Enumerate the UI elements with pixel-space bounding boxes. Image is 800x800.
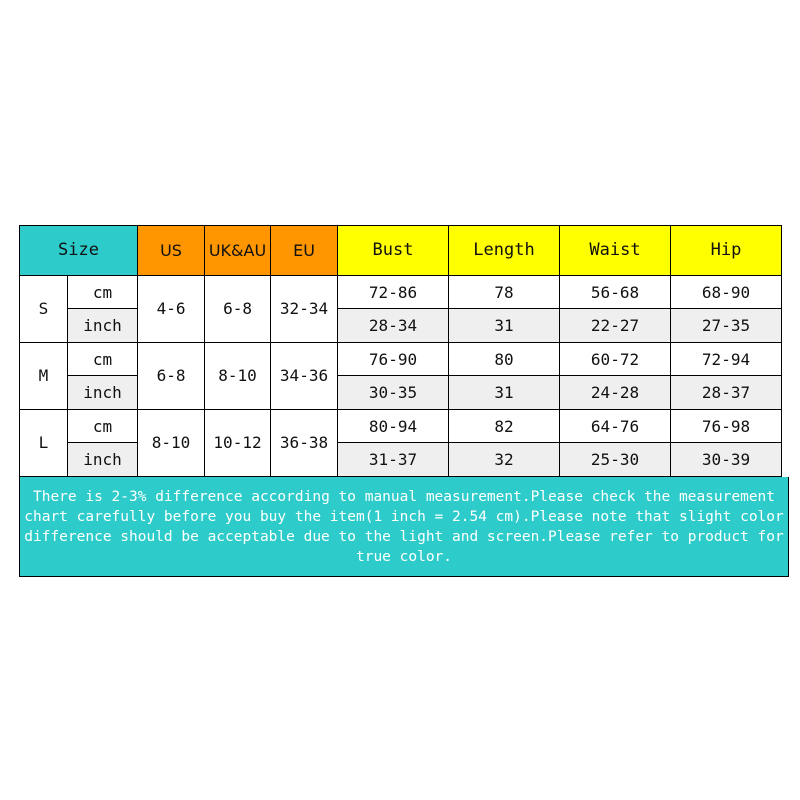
us-size: 8-10 [138, 409, 205, 476]
hip-value: 72-94 [671, 342, 782, 376]
bust-value: 76-90 [338, 342, 449, 376]
waist-value: 24-28 [560, 376, 671, 410]
unit-label: cm [68, 275, 138, 309]
waist-value: 64-76 [560, 409, 671, 443]
hip-value: 76-98 [671, 409, 782, 443]
size-chart [19, 225, 784, 578]
bust-value: 31-37 [338, 443, 449, 477]
us-size: 4-6 [138, 275, 205, 342]
header-ukau: UK&AU [205, 226, 271, 276]
unit-label: cm [68, 342, 138, 376]
table-row [20, 309, 782, 343]
bust-value: 72-86 [338, 275, 449, 309]
hip-value: 30-39 [671, 443, 782, 477]
bust-value: 28-34 [338, 309, 449, 343]
header-size: Size [20, 226, 138, 276]
length-value: 78 [449, 275, 560, 309]
bust-value: 80-94 [338, 409, 449, 443]
unit-label: inch [68, 376, 138, 410]
table-row [20, 443, 782, 477]
eu-size: 32-34 [271, 275, 338, 342]
ukau-size: 8-10 [205, 342, 271, 409]
header-hip: Hip [671, 226, 782, 276]
waist-value: 60-72 [560, 342, 671, 376]
ukau-size: 10-12 [205, 409, 271, 476]
hip-value: 68-90 [671, 275, 782, 309]
measurement-note [19, 477, 789, 577]
size-label: L [20, 409, 68, 476]
unit-label: inch [68, 309, 138, 343]
header-length: Length [449, 226, 560, 276]
table-row [20, 409, 782, 443]
hip-value: 27-35 [671, 309, 782, 343]
size-label: M [20, 342, 68, 409]
table-row [20, 275, 782, 309]
length-value: 32 [449, 443, 560, 477]
header-row [20, 226, 782, 276]
ukau-size: 6-8 [205, 275, 271, 342]
table-row [20, 376, 782, 410]
bust-value: 30-35 [338, 376, 449, 410]
length-value: 80 [449, 342, 560, 376]
unit-label: inch [68, 443, 138, 477]
length-value: 31 [449, 309, 560, 343]
waist-value: 25-30 [560, 443, 671, 477]
waist-value: 56-68 [560, 275, 671, 309]
note-text: There is 2-3% difference according to manual measurement.Please check the measurement chart carefully before you buy the item(1 inch = 2.54 cm).Please note that slight color difference should be acceptable due to the light and screen.Please refer to product for true color. [24, 488, 784, 565]
header-bust: Bust [338, 226, 449, 276]
length-value: 82 [449, 409, 560, 443]
length-value: 31 [449, 376, 560, 410]
table-row [20, 342, 782, 376]
header-us: US [138, 226, 205, 276]
eu-size: 36-38 [271, 409, 338, 476]
us-size: 6-8 [138, 342, 205, 409]
size-table [19, 225, 782, 477]
header-eu: EU [271, 226, 338, 276]
header-waist: Waist [560, 226, 671, 276]
unit-label: cm [68, 409, 138, 443]
size-label: S [20, 275, 68, 342]
hip-value: 28-37 [671, 376, 782, 410]
eu-size: 34-36 [271, 342, 338, 409]
waist-value: 22-27 [560, 309, 671, 343]
